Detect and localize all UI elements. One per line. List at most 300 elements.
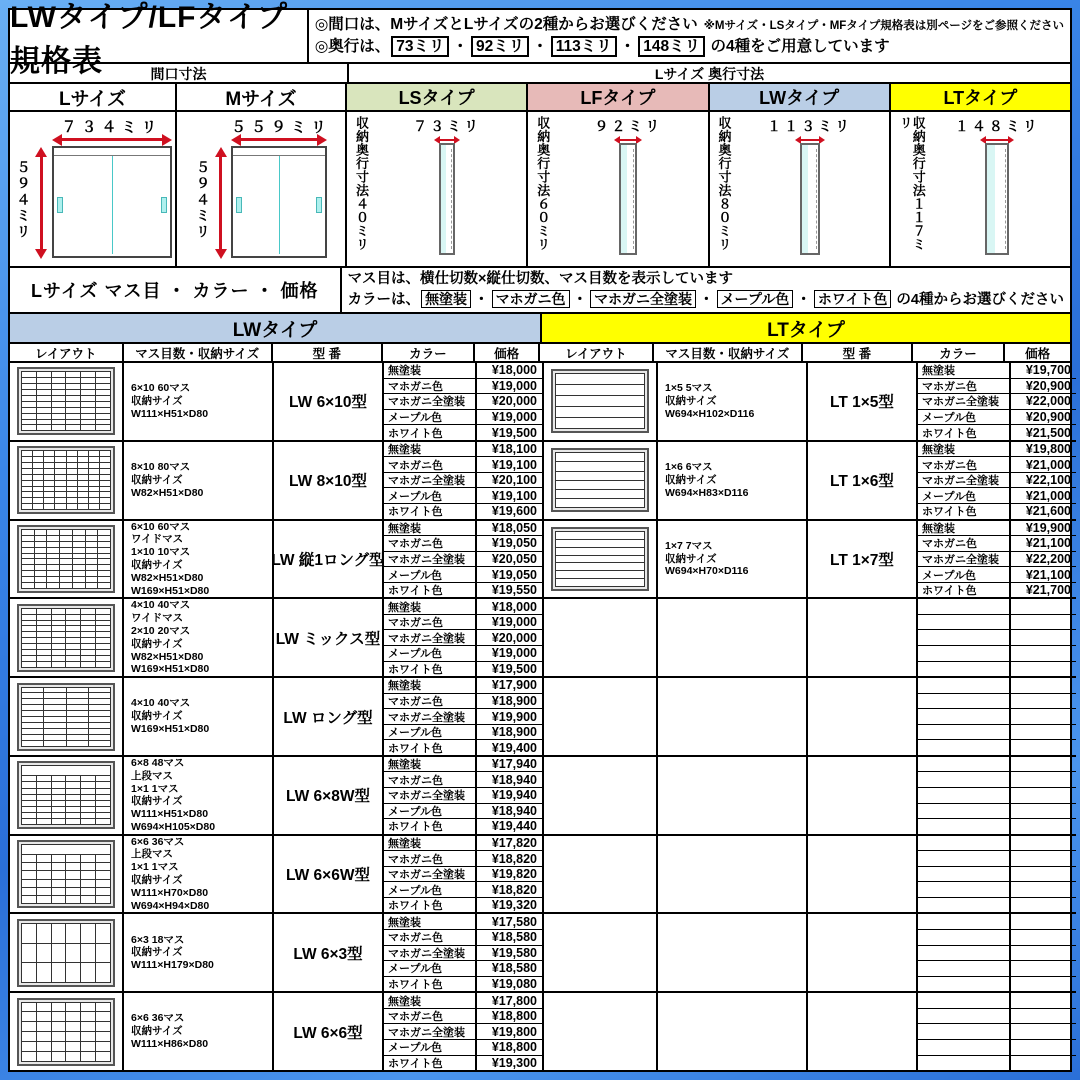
layout-cell [22,880,36,887]
layout-cell [67,735,88,740]
layout-cell [67,711,88,716]
layout-cell [22,504,32,509]
layout-cell [22,782,36,787]
spec-line: W82×H51×D80 [131,571,204,584]
layout-cell [52,888,66,895]
model-cell: LW 6×6型 [274,993,384,1070]
layout-cell [89,463,99,468]
layout-cell [37,650,51,655]
color-note-suffix: の4種からお選びください [892,292,1064,308]
layout-cell [86,577,98,582]
spec-line: 8×10 80マス [131,460,191,473]
layout-cell [556,385,644,395]
spec-cell [124,521,274,598]
layout-cell [37,813,51,818]
layout-cell [33,492,43,497]
layout-thumbnail-cell [544,836,658,913]
layout-cell [22,1003,36,1012]
color-name: ホワイト色 [388,506,443,519]
layout-cell [44,717,65,722]
depth-diagrams [347,112,1070,266]
layout-cell [73,559,85,564]
layout-cell [66,813,80,818]
color-cell [384,914,477,991]
layout-cell [44,457,54,462]
spec-line: W111×H51×D80 [131,407,209,420]
spec-line: 収納サイズ [131,473,183,486]
spec-line: ワイドマス [131,533,184,546]
price-value: ¥19,000 [477,379,542,395]
layout-cell [55,463,65,468]
layout-cell [66,650,80,655]
layout-cell [37,414,51,419]
depth-section-title: Lサイズ 奥行寸法 [654,66,765,82]
layout-cell [100,463,110,468]
depth-diagram-cell [528,112,709,266]
cabinet-drawing [52,146,172,258]
layout-cell [67,487,77,492]
layout-cell [556,472,644,480]
price-value: ¥19,500 [491,425,537,440]
spec-line: 6×3 18マス [131,933,185,946]
layout-cell [66,863,80,870]
spec-cell [658,363,808,440]
product-row [544,599,1076,678]
price-value [1011,914,1076,930]
layout-cell [73,565,85,570]
layout-cell [73,571,85,576]
price-value [1011,725,1076,741]
layout-cell [52,1003,66,1012]
color-name [918,867,1009,883]
spec-line: W694×H83×D116 [665,486,749,499]
color-cell [384,993,477,1070]
layout-thumbnail-cell [10,363,124,440]
spec-line: W694×H94×D80 [131,899,210,912]
layout-cell [22,420,36,425]
layout-cell [78,487,88,492]
layout-cell [81,644,95,649]
price-cell [1011,599,1076,676]
product-row [544,678,1076,757]
price-value: ¥21,000 [1011,488,1076,504]
layout-grid [21,608,111,668]
layout-cell [37,944,51,963]
price-cell [477,914,542,991]
layout-cell [556,548,644,555]
layout-cell [96,871,110,878]
model-cell [808,599,918,676]
product-row [544,993,1076,1070]
layout-cell [22,481,32,486]
price-value [1011,1009,1076,1025]
layout-cell [81,789,95,794]
color-name: マホガニ色 [384,457,475,473]
layout-cell [98,542,110,547]
model-cell: LW 縦1ロング型 [274,521,384,598]
spec-line: W82×H51×D80 [131,486,204,499]
color-name: メープル色 [384,961,475,977]
layout-thumbnail [17,446,115,514]
layout-thumbnail [17,919,115,987]
layout-grid [555,452,645,508]
layout-cell [52,880,66,887]
spec-line: 6×10 60マス [131,382,191,395]
layout-cell [37,896,51,903]
layout-cell [22,372,36,377]
color-name: マホガニ全塗装 [918,394,1009,410]
cabinet-diagram-m [177,112,347,266]
width-note: ◎間口は、MサイズとLサイズの2種からお選びください [314,15,698,33]
layout-cell [66,789,80,794]
depth-bar-drawing [619,143,637,255]
layout-cell [37,1003,51,1012]
color-name: ホワイト色 [922,427,977,440]
color-cell [918,599,1011,676]
layout-cell [66,632,80,637]
layout-cell [98,554,110,559]
color-name: ホワイト色 [388,663,443,676]
column-header-price: 価格 [475,344,540,361]
layout-cell [66,782,80,787]
layout-cell [33,469,43,474]
color-name: ホワイト色 [388,585,443,598]
layout-cell [89,498,99,503]
layout-cell [22,863,36,870]
layout-cell [81,863,95,870]
spec-line: 1×5 5マス [665,382,713,395]
layout-cell [22,565,34,570]
price-cell [1011,363,1076,440]
price-value [1011,630,1076,646]
layout-cell [67,492,77,497]
spec-line: W111×H86×D80 [131,1038,209,1051]
layout-cell [96,662,110,667]
layout-cell [89,705,110,710]
layout-cell [81,888,95,895]
layout-cell [60,530,72,535]
layout-cell [22,457,32,462]
layout-cell [44,475,54,480]
layout-cell [52,855,66,862]
color-name: 無塗装 [384,757,475,773]
layout-cell [67,717,88,722]
table-type-bands [10,314,1070,344]
layout-cell [98,559,110,564]
spec-cell [124,442,274,519]
layout-cell [35,530,47,535]
color-name: ホワイト色 [388,900,443,913]
lt-type-band: LTタイプ [542,314,1070,342]
price-value [1011,946,1076,962]
color-name [918,646,1009,662]
layout-cell [89,487,99,492]
layout-cell [35,548,47,553]
layout-cell [22,402,36,407]
layout-cell [44,705,65,710]
spec-line: 上段マス [131,848,173,861]
layout-cell [44,504,54,509]
layout-cell [96,782,110,787]
spec-cell [658,836,808,913]
product-row [544,521,1076,600]
color-name [918,914,1009,930]
layout-cell [22,530,34,535]
layout-cell [89,711,110,716]
layout-cell [78,504,88,509]
layout-cell [22,384,36,389]
layout-cell [22,1012,36,1021]
layout-cell [44,729,65,734]
table-column-headers [10,344,1070,363]
layout-cell [67,741,88,746]
layout-cell [22,1022,36,1031]
layout-cell [81,414,95,419]
layout-cell [66,944,80,963]
layout-cell [22,1032,36,1041]
layout-cell [66,776,80,781]
layout-cell [37,807,51,812]
layout-cell [22,615,36,620]
spec-line: 収納サイズ [131,558,183,571]
width-note-line [315,15,1064,36]
option-separator: ・ [699,292,714,308]
layout-cell [78,492,88,497]
layout-thumbnail-cell [10,442,124,519]
layout-cell [33,475,43,480]
price-value: ¥21,700 [1025,583,1071,598]
layout-cell [66,425,80,430]
color-name: メープル色 [918,410,1009,426]
layout-cell [556,579,644,586]
layout-cell [81,807,95,812]
layout-cell [66,888,80,895]
option-box: ホワイト色 [814,290,892,308]
layout-cell [52,396,66,401]
product-row [10,599,542,678]
layout-cell [89,723,110,728]
price-value: ¥19,900 [477,709,542,725]
layout-cell [33,457,43,462]
price-value: ¥18,580 [477,961,542,977]
layout-cell [22,632,36,637]
layout-cell [22,396,36,401]
layout-thumbnail [17,761,115,829]
layout-cell [81,621,95,626]
width-arrow [240,138,318,141]
price-cell [477,757,542,834]
layout-cell [52,609,66,614]
price-value [1011,772,1076,788]
color-cell [918,757,1011,834]
layout-cell [96,615,110,620]
layout-grid [555,531,645,587]
layout-cell [52,776,66,781]
layout-cell [37,1022,51,1031]
layout-cell [89,475,99,480]
layout-cell [55,487,65,492]
color-name: マホガニ色 [384,694,475,710]
layout-cell [52,425,66,430]
layout-thumbnail-cell [10,914,124,991]
layout-cell [96,924,110,943]
layout-cell [66,390,80,395]
color-name: マホガニ全塗装 [918,552,1009,568]
price-value [1011,788,1076,804]
layout-cell [96,944,110,963]
layout-cell [44,711,65,716]
layout-cell [81,384,95,389]
color-name [918,740,1009,755]
color-name: メープル色 [918,567,1009,583]
layout-cell [67,705,88,710]
layout-cell [81,420,95,425]
layout-thumbnail [551,369,649,433]
color-name: マホガニ全塗装 [384,630,475,646]
layout-cell [22,390,36,395]
layout-cell [96,632,110,637]
color-name: 無塗装 [918,363,1009,379]
depth-value-label: １１３ミリ [767,118,853,134]
price-value: ¥18,800 [477,1040,542,1056]
layout-cell [22,559,34,564]
color-name: マホガニ全塗装 [384,946,475,962]
layout-cell [22,693,43,698]
price-value: ¥21,600 [1025,504,1071,519]
color-name [918,1024,1009,1040]
color-name: ホワイト色 [388,979,443,991]
layout-cell [22,638,36,643]
layout-grid [555,373,645,429]
spec-cell [124,757,274,834]
layout-cell [78,451,88,456]
layout-cell [22,378,36,383]
layout-cell [22,789,36,794]
layout-cell [52,871,66,878]
layout-cell [100,469,110,474]
layout-cell [81,795,95,800]
spec-line: 収納サイズ [131,946,183,959]
layout-cell [66,807,80,812]
door-handle-icon [161,197,167,213]
layout-cell [35,583,47,588]
layout-cell [81,609,95,614]
model-cell [808,836,918,913]
layout-cell [52,1052,66,1061]
color-name: マホガニ色 [384,851,475,867]
price-value [1011,961,1076,977]
layout-cell [33,451,43,456]
layout-cell [86,565,98,570]
layout-cell [66,1032,80,1041]
layout-cell [52,782,66,787]
layout-cell [22,819,36,824]
spec-line: 1×1 1マス [131,782,179,795]
layout-cell [81,1003,95,1012]
option-box: マホガニ色 [492,290,570,308]
layout-cell [52,390,66,395]
layout-cell [66,408,80,413]
layout-grid [21,371,111,431]
layout-grid [21,529,111,589]
layout-cell [81,1042,95,1051]
color-name [918,615,1009,631]
depth-value-label: １４８ミリ [954,118,1040,134]
layout-cell [37,1052,51,1061]
spec-line: 収納サイズ [131,1025,183,1038]
layout-cell [52,1012,66,1021]
layout-cell [37,801,51,806]
model-cell: LW 6×8W型 [274,757,384,834]
price-value: ¥19,550 [491,583,537,598]
layout-grid [21,687,111,747]
color-name: ホワイト色 [388,742,443,755]
layout-thumbnail-cell [10,678,124,755]
layout-thumbnail [17,683,115,751]
price-value: ¥18,050 [477,521,542,537]
layout-cell [96,1012,110,1021]
layout-cell [89,693,110,698]
layout-cell [22,487,32,492]
layout-cell [556,540,644,547]
layout-cell [67,723,88,728]
layout-cell [52,378,66,383]
price-value [1011,709,1076,725]
layout-cell [47,577,59,582]
color-name: ホワイト色 [388,821,443,834]
color-name [918,662,1009,677]
price-section-title: Lサイズ マス目 ・ カラー ・ 価格 [10,268,342,312]
layout-cell [81,408,95,413]
color-name: 無塗装 [384,442,475,458]
layout-cell [556,532,644,539]
layout-cell [44,693,65,698]
layout-cell [22,795,36,800]
spec-line: 4×10 40マス [131,599,191,612]
layout-cell [86,536,98,541]
price-value: ¥19,320 [491,898,537,913]
layout-cell [22,741,43,746]
layout-cell [81,656,95,661]
layout-cell [89,492,99,497]
layout-cell [81,615,95,620]
price-value [1011,898,1076,913]
layout-cell [37,372,51,377]
layout-cell [47,559,59,564]
layout-cell [96,963,110,982]
product-row [544,836,1076,915]
color-name [918,599,1009,615]
color-name: 無塗装 [918,521,1009,537]
layout-cell [556,556,644,563]
color-name [918,678,1009,694]
depth-note-prefix: ◎奥行は、 [314,37,391,55]
layout-cell [66,880,80,887]
price-value: ¥19,700 [1011,363,1076,379]
color-cell [918,521,1011,598]
layout-cell [96,390,110,395]
layout-cell [37,789,51,794]
height-dimension-label: ５９４ミリ [195,160,211,240]
layout-grid [21,775,111,825]
depth-type-headers [347,84,1070,110]
layout-cell [81,638,95,643]
color-name: ホワイト色 [922,506,977,519]
layout-cell [37,390,51,395]
depth-type-header: LFタイプ [528,84,709,110]
color-name [918,851,1009,867]
price-value: ¥22,100 [1011,473,1076,489]
